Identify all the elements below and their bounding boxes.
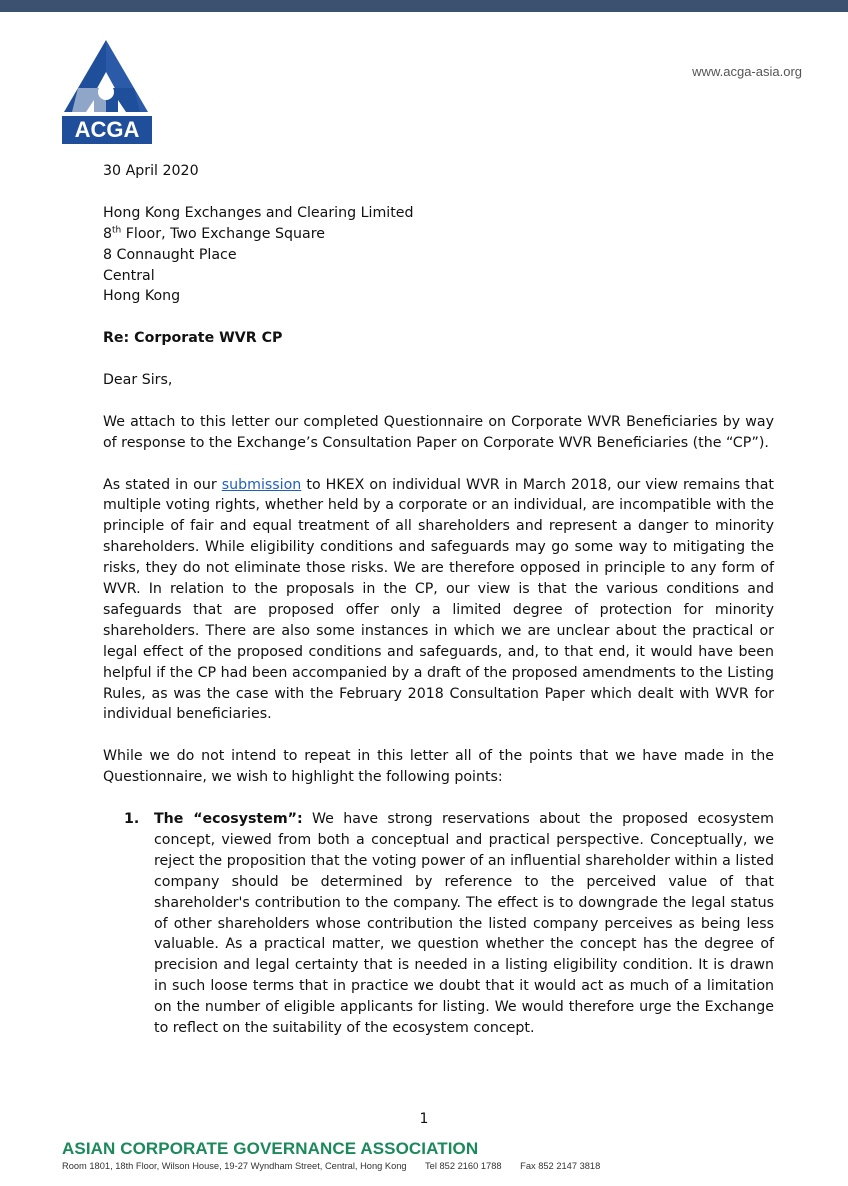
paragraph-2-rest: to HKEX on individual WVR in March 2018, our view remains that multiple voting rights, whether held by a corporate or an individual, are incompatible with the principle of fair and equal treatment of all shareholders and represent a danger to minority shareholders. While eligibility conditions and safeguards may go some way to mitigating the risks, they do not eliminate those risks. We are therefore opposed in principle to any form of WVR. In relation to the proposals in the CP, our view is that the various conditions and safeguards that are proposed offer only a limited degree of protection for minority shareholders. There are also some instances in which we are unclear about the practical or legal effect of the proposed conditions and safeguards, and, to that end, it would have been helpful if the CP had been accompanied by a draft of the proposed amendments to the Listing Rules, as was the case with the February 2018 Consultation Paper which dealt with WVR for individual beneficiaries.	[103, 476, 774, 723]
recipient-line: Hong Kong	[103, 288, 181, 305]
footer-address: Room 1801, 18th Floor, Wilson House, 19-27 Wyndham Street, Central, Hong Kong	[62, 1161, 407, 1171]
page-number: 1	[419, 1111, 429, 1127]
paragraph-1: We attach to this letter our completed Questionnaire on Corporate WVR Beneficiaries by way of response to the Exchange’s Consultation Paper on Corporate WVR Beneficiaries (the “CP”).	[103, 413, 774, 451]
acga-logo	[62, 40, 152, 144]
logo-text: ACGA	[74, 117, 140, 142]
website-url[interactable]: www.acga-asia.org	[692, 64, 802, 79]
list-item-text: We have strong reservations about the proposed ecosystem concept, viewed from both a conceptual and practical perspective. Conceptually, we reject the proposition that the voting power of an influential shareholder within a listed company should be determined by reference to the perceived value of that shareholder's contribution to the company. The effect is to downgrade the legal status of other shareholders whose contribution the listed company perceives as being less valuable. As a practical matter, we question whether the concept has the degree of precision and legal certainty that is needed in a listing eligibility condition. It is drawn in such loose terms that in practice we doubt that it would act as much of a limitation on the number of eligible applicants for listing. We would therefore urge the Exchange to reflect on the suitability of the ecosystem concept.	[154, 810, 774, 1037]
footer-fax: Fax 852 2147 3818	[520, 1161, 601, 1171]
footer-org-name: ASIAN CORPORATE GOVERNANCE ASSOCIATION	[62, 1139, 479, 1158]
subject-text: Re: Corporate WVR CP	[103, 330, 283, 347]
list-item	[103, 809, 774, 1039]
recipient-line	[103, 224, 774, 245]
recipient-line: Central	[103, 267, 155, 284]
salutation: Dear Sirs,	[103, 372, 173, 389]
top-bar	[0, 0, 848, 12]
recipient-line: Hong Kong Exchanges and Clearing Limited	[103, 204, 414, 221]
recipient-line: 8 Connaught Place	[103, 246, 237, 263]
paragraph-2	[103, 475, 774, 726]
recipient-address	[103, 203, 774, 308]
letter-body	[103, 161, 774, 1039]
points-list	[103, 809, 774, 1039]
footer-tel: Tel 852 2160 1788	[425, 1161, 502, 1171]
paragraph-3: While we do not intend to repeat in this letter all of the points that we have made in the Questionnaire, we wish to highlight the following points:	[103, 748, 774, 786]
list-item-heading: The “ecosystem”:	[154, 810, 303, 827]
letter-date: 30 April 2020	[103, 163, 199, 179]
floor-suffix: th	[112, 224, 122, 235]
list-item-number: 1.	[124, 810, 140, 827]
submission-link[interactable]: submission	[221, 476, 302, 493]
paragraph-2-start: As stated in our	[103, 476, 222, 493]
floor-rest: Floor, Two Exchange Square	[121, 225, 325, 242]
floor-number: 8	[103, 225, 113, 242]
subject-line	[103, 328, 774, 349]
footer-contact	[62, 1161, 616, 1171]
